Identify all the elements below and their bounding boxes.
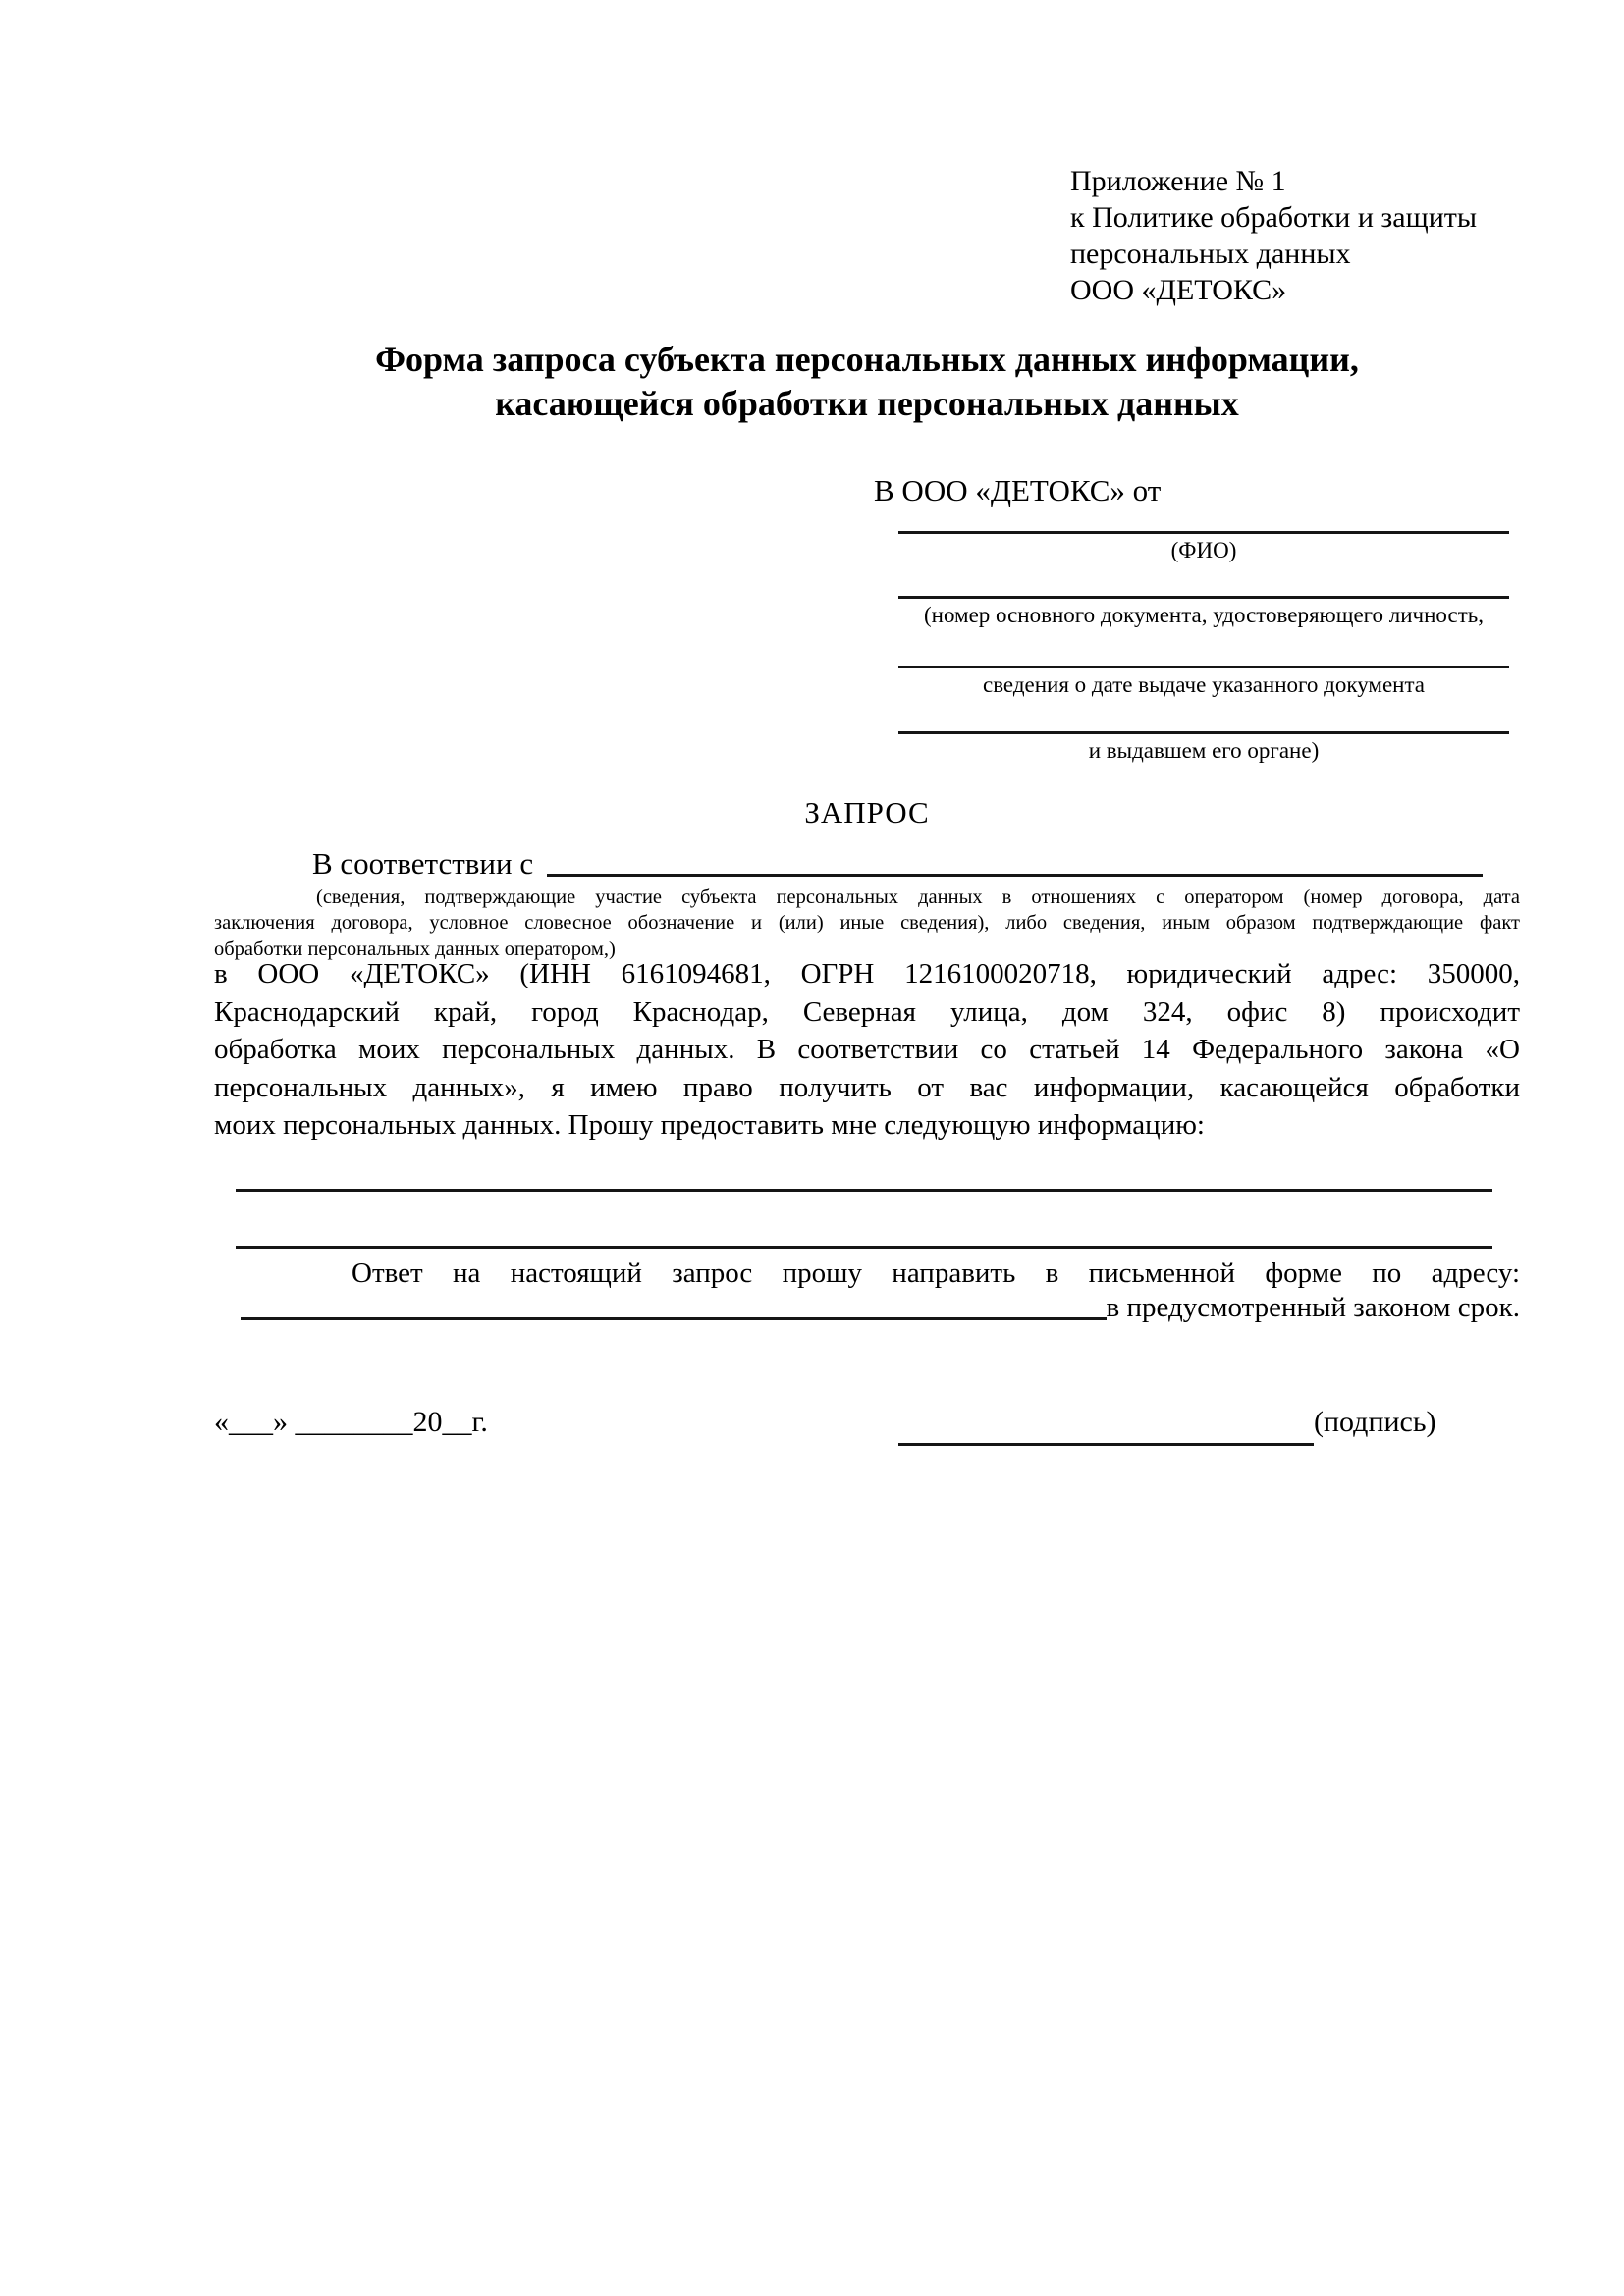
body-line-2: Краснодарский край, город Краснодар, Северная улица, дом 324, офис 8) происходит [214,995,1520,1028]
explanatory-note [214,884,1520,962]
response-request-line: Ответ на настоящий запрос прошу направить в письменной форме по адресу: [352,1257,1520,1289]
document-number-field-line [898,596,1509,599]
issue-date-field-line [898,666,1509,668]
addressee-line: В ООО «ДЕТОКС» от [874,473,1162,507]
response-address-row [241,1292,1520,1324]
signature-caption: (подпись) [1314,1406,1436,1438]
request-body [214,955,1520,1145]
body-line-1: в ООО «ДЕТОКС» (ИНН 6161094681, ОГРН 1216100020718, юридический адрес: 350000, [214,958,1520,989]
date-blank: «___» ________20__г. [214,1406,488,1438]
body-line-4: персональных данных», я имею право получить от вас информации, касающейся обработки [214,1071,1520,1103]
lead-in-row [214,846,1520,881]
response-deadline-text: в предусмотренный законом срок. [1106,1292,1520,1323]
note-line-1: (сведения, подтверждающие участие субъекта персональных данных в отношениях с оператором (номер договора, дата [316,886,1520,908]
fio-field-caption: (ФИО) [1170,538,1237,562]
appendix-header-line-4: ООО «ДЕТОКС» [1070,274,1287,306]
date-signature-row [0,1406,1624,1465]
appendix-header-line-1: Приложение № 1 [1070,165,1286,197]
basis-field-line [547,874,1483,877]
form-title [214,338,1520,426]
lead-in-text: В соответствии с [312,846,534,881]
info-field-line-2 [236,1246,1492,1249]
address-field-line [241,1317,1107,1320]
info-field-line-1 [236,1189,1492,1192]
body-line-5: моих персональных данных. Прошу предоставить мне следующую информацию: [214,1109,1205,1142]
note-line-2: заключения договора, условное словесное обозначение и (или) иные сведения), либо сведения, иным образом подтверждающие факт [214,912,1520,934]
appendix-header-line-3: персональных данных [1070,238,1351,270]
appendix-header [1070,163,1477,308]
issue-date-field-caption: сведения о дате выдаче указанного документа [982,672,1426,697]
note-line-3: обработки персональных данных оператором,) [214,937,616,960]
appendix-header-line-2: к Политике обработки и защиты [1070,201,1478,234]
document-number-field-caption: (номер основного документа, удостоверяющего личность, [923,603,1484,627]
body-line-3: обработка моих персональных данных. В соответствии со статьей 14 Федерального закона «О [214,1034,1520,1066]
form-title-line-1: Форма запроса субъекта персональных данных информации, [375,340,1359,379]
issuing-authority-field-line [898,731,1509,734]
request-heading: ЗАПРОС [804,795,930,829]
form-title-line-2: касающейся обработки персональных данных [495,384,1239,423]
signature-field-line [898,1443,1314,1446]
issuing-authority-field-caption: и выдавшем его органе) [1088,738,1320,763]
fio-field-line [898,531,1509,534]
